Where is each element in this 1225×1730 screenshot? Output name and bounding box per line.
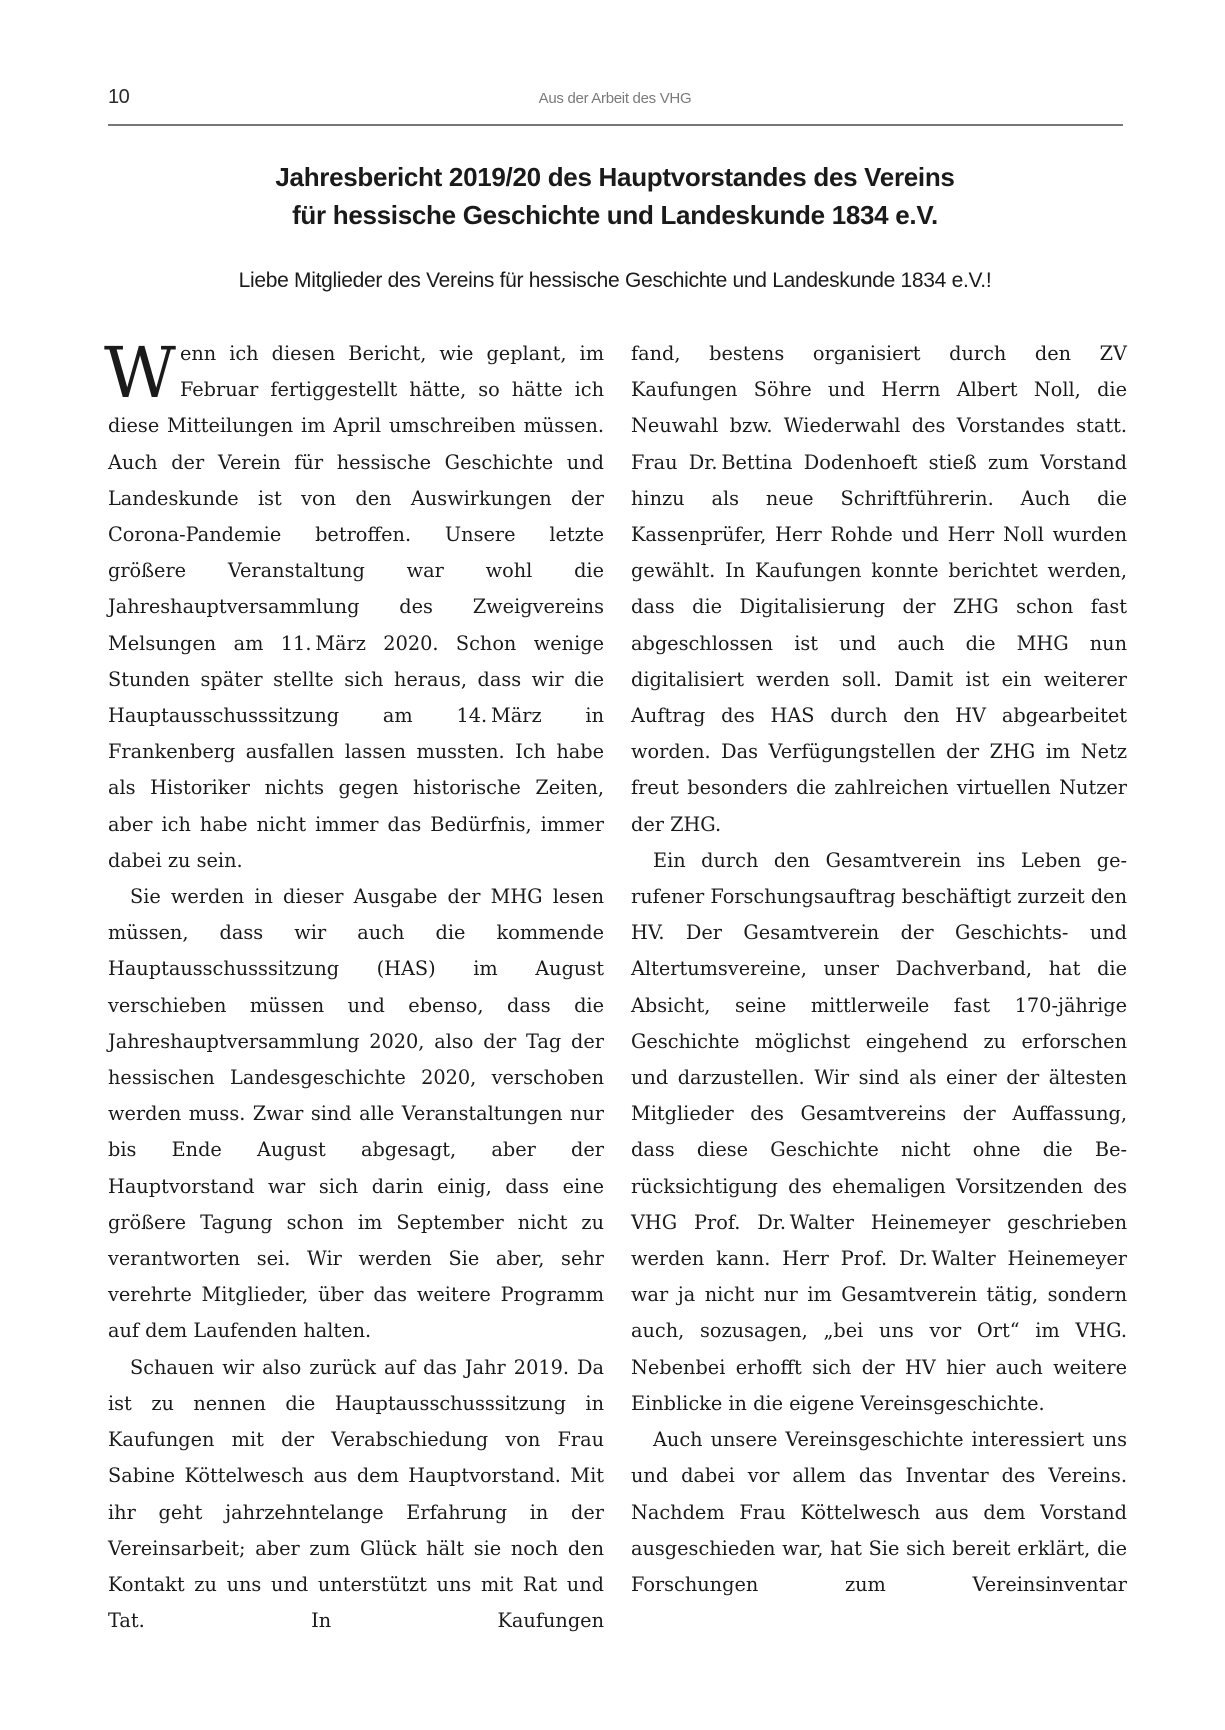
page-number: 10 <box>108 86 130 108</box>
paragraph: Ein durch den Gesamtverein ins Leben gerufener Forschungsauftrag beschäftigt zurzeit den HV. Der Gesamtverein der Geschichts- und Altertumsvereine, unser Dachverband, hat die Absicht, seine mittlerweile fast 170-jährige Geschichte möglichst eingehend zu erforschen und darzustellen. Wir sind als einer der ältesten Mitglieder des Gesamtvereins der Auffassung, dass diese Geschichte nicht ohne die Berücksichtigung des ehemaligen Vorsitzenden des VHG Prof. Dr. Walter Heinemeyer geschrieben werden kann. Herr Prof. Dr. Walter Heinemeyer war ja nicht nur im Gesamtverein tätig, sondern auch, sozusagen, „bei uns vor Ort“ im VHG. Nebenbei erhofft sich der HV hier auch weitere Einblicke in die eigene Vereinsgeschichte. <box>631 848 1127 1415</box>
left-column <box>104 332 604 1639</box>
paragraph <box>104 332 604 879</box>
paragraph: fand, bestens organisiert durch den ZV Kaufungen Söhre und Herrn Albert Noll, die Neuwahl bzw. Wiederwahl des Vorstandes statt. Frau Dr. Bettina Dodenhoeft stieß zum Vorstand hinzu als neue Schriftführerin. Auch die Kassenprüfer, Herr Rohde und Herr Noll wurden gewählt. In Kaufungen konnte berichtet werden, dass die Digitalisierung der ZHG schon fast abgeschlossen ist und auch die MHG nun digitalisiert werden soll. Damit ist ein weiterer Auftrag des HAS durch den HV abgearbeitet worden. Das Verfügungstellen der ZHG im Netz freut besonders die zahlreichen virtuellen Nutzer der ZHG. <box>631 342 1127 836</box>
paragraph: Auch unsere Vereinsgeschichte interessiert uns und dabei vor allem das Inventar des Vereins. Nachdem Frau Köttelwesch aus dem Vorstand ausgeschieden war, hat Sie sich bereit erklärt, die Forschungen zum Vereinsinventar <box>631 1428 1127 1596</box>
header-rule <box>108 124 1123 126</box>
article-title <box>100 158 1130 234</box>
paragraph: Sie werden in dieser Ausgabe der MHG lesen müssen, dass wir auch die kommende Hauptausschusssitzung (HAS) im August verschieben müssen und ebenso, dass die Jahreshauptversammlung 2020, also der Tag der hessischen Landesgeschichte 2020, verschoben werden muss. Zwar sind alle Veranstaltungen nur bis Ende August abgesagt, aber der Hauptvorstand war sich darin einig, dass eine größere Tagung schon im September nicht zu verantworten sei. Wir werden Sie aber, sehr verehrte Mitglieder, über das weitere Programm auf dem Laufenden halten. <box>108 885 604 1343</box>
right-column <box>631 336 1127 1603</box>
article-title-line-2: für hessische Geschichte und Landeskunde 1834 e.V. <box>292 200 938 230</box>
running-head <box>108 86 1122 114</box>
drop-cap: W <box>104 332 176 414</box>
running-section-title: Aus der Arbeit des VHG <box>538 90 692 107</box>
salutation: Liebe Mitglieder des Vereins für hessische Geschichte und Landeskunde 1834 e.V.! <box>238 269 992 292</box>
paragraph: Schauen wir also zurück auf das Jahr 2019. Da ist zu nennen die Hauptausschusssitzung in Kaufungen mit der Verabschiedung von Frau Sabine Köttelwesch aus dem Hauptvorstand. Mit ihr geht jahrzehntelange Erfahrung in der Vereinsarbeit; aber zum Glück hält sie noch den Kontakt zu uns und unterstützt uns mit Rat und Tat. In Kaufungen <box>108 1355 604 1633</box>
paragraph-text: enn ich diesen Bericht, wie geplant, im Februar fertiggestellt hätte, so hätte ich diese Mitteilungen im April umschreiben müssen. Auch der Verein für hessische Geschichte und Landeskunde ist von den Auswirkungen der Corona-Pandemie betroffen. Unsere letzte größere Veranstaltung war wohl die Jahreshauptversammlung des Zweigvereins Melsungen am 11. März 2020. Schon wenige Stunden später stellte sich heraus, dass wir die Hauptausschusssitzung am 14. März in Frankenberg ausfallen lassen mussten. Ich habe als Historiker nichts gegen historische Zeiten, aber ich habe nicht immer das Bedürfnis, immer dabei zu sein. <box>108 342 604 872</box>
article-title-line-1: Jahresbericht 2019/20 des Hauptvorstandes des Vereins <box>275 162 955 192</box>
